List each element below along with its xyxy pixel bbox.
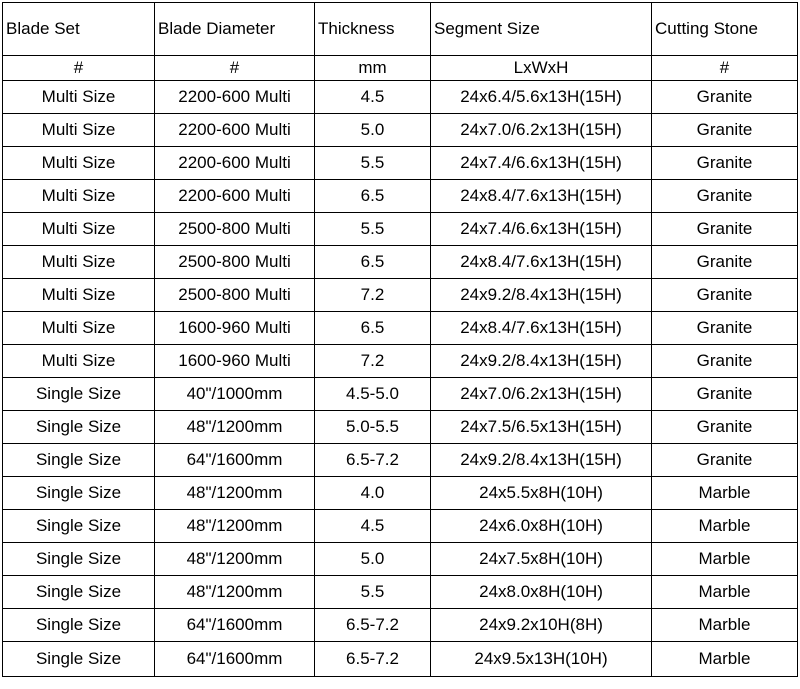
cell-blade-diameter: 48"/1200mm [155,510,315,543]
table-row [3,114,798,147]
cell-blade-diameter: 40"/1000mm [155,378,315,411]
table-row [3,444,798,477]
cell-segment-size: 24x9.2/8.4x13H(15H) [431,345,652,378]
cell-segment-size: 24x8.4/7.6x13H(15H) [431,312,652,345]
unit-cutting-stone: # [652,56,798,81]
cell-blade-set: Multi Size [3,312,155,345]
cell-blade-set: Multi Size [3,114,155,147]
cell-blade-diameter: 2200-600 Multi [155,114,315,147]
table-row [3,477,798,510]
cell-thickness: 5.0 [315,543,431,576]
cell-thickness: 4.5 [315,510,431,543]
cell-cutting-stone: Granite [652,444,798,477]
header-segment-size: Segment Size [431,3,652,56]
cell-blade-diameter: 48"/1200mm [155,477,315,510]
cell-cutting-stone: Granite [652,411,798,444]
cell-blade-set: Single Size [3,510,155,543]
cell-segment-size: 24x9.5x13H(10H) [431,642,652,677]
cell-blade-diameter: 2500-800 Multi [155,213,315,246]
cell-thickness: 5.5 [315,147,431,180]
cell-blade-diameter: 2200-600 Multi [155,147,315,180]
cell-blade-diameter: 1600-960 Multi [155,345,315,378]
cell-segment-size: 24x7.0/6.2x13H(15H) [431,378,652,411]
cell-thickness: 6.5 [315,180,431,213]
cell-blade-set: Multi Size [3,180,155,213]
cell-thickness: 6.5 [315,312,431,345]
unit-blade-diameter: # [155,56,315,81]
table-row [3,147,798,180]
cell-cutting-stone: Granite [652,312,798,345]
header-cutting-stone: Cutting Stone [652,3,798,56]
cell-blade-diameter: 64"/1600mm [155,642,315,677]
cell-thickness: 5.0 [315,114,431,147]
cell-segment-size: 24x5.5x8H(10H) [431,477,652,510]
cell-cutting-stone: Marble [652,543,798,576]
cell-cutting-stone: Marble [652,510,798,543]
cell-segment-size: 24x8.4/7.6x13H(15H) [431,246,652,279]
cell-cutting-stone: Marble [652,477,798,510]
cell-segment-size: 24x6.0x8H(10H) [431,510,652,543]
cell-cutting-stone: Granite [652,378,798,411]
table-row [3,246,798,279]
cell-segment-size: 24x7.4/6.6x13H(15H) [431,147,652,180]
cell-thickness: 7.2 [315,279,431,312]
cell-cutting-stone: Granite [652,213,798,246]
cell-thickness: 4.0 [315,477,431,510]
cell-segment-size: 24x9.2/8.4x13H(15H) [431,444,652,477]
cell-segment-size: 24x9.2/8.4x13H(15H) [431,279,652,312]
cell-segment-size: 24x7.0/6.2x13H(15H) [431,114,652,147]
cell-segment-size: 24x7.5/6.5x13H(15H) [431,411,652,444]
cell-blade-set: Single Size [3,609,155,642]
cell-blade-diameter: 2500-800 Multi [155,246,315,279]
header-row [3,3,798,56]
cell-blade-set: Multi Size [3,147,155,180]
cell-cutting-stone: Granite [652,81,798,114]
cell-blade-set: Single Size [3,477,155,510]
table-row [3,642,798,677]
unit-thickness: mm [315,56,431,81]
cell-cutting-stone: Granite [652,114,798,147]
header-blade-set: Blade Set [3,3,155,56]
table-row [3,180,798,213]
table-row [3,312,798,345]
table-row [3,213,798,246]
unit-blade-set: # [3,56,155,81]
table-row [3,279,798,312]
cell-cutting-stone: Granite [652,246,798,279]
cell-cutting-stone: Marble [652,576,798,609]
cell-thickness: 6.5-7.2 [315,444,431,477]
cell-thickness: 6.5 [315,246,431,279]
cell-cutting-stone: Granite [652,279,798,312]
cell-segment-size: 24x7.5x8H(10H) [431,543,652,576]
cell-segment-size: 24x9.2x10H(8H) [431,609,652,642]
cell-blade-diameter: 2500-800 Multi [155,279,315,312]
cell-blade-diameter: 48"/1200mm [155,411,315,444]
cell-cutting-stone: Granite [652,180,798,213]
cell-blade-set: Multi Size [3,213,155,246]
cell-thickness: 7.2 [315,345,431,378]
cell-thickness: 4.5 [315,81,431,114]
cell-cutting-stone: Marble [652,609,798,642]
cell-thickness: 6.5-7.2 [315,642,431,677]
cell-blade-diameter: 64"/1600mm [155,444,315,477]
unit-segment-size: LxWxH [431,56,652,81]
cell-blade-diameter: 2200-600 Multi [155,180,315,213]
cell-blade-diameter: 64"/1600mm [155,609,315,642]
table-row [3,345,798,378]
cell-segment-size: 24x8.0x8H(10H) [431,576,652,609]
cell-cutting-stone: Granite [652,345,798,378]
cell-blade-diameter: 48"/1200mm [155,576,315,609]
table-row [3,543,798,576]
cell-blade-diameter: 2200-600 Multi [155,81,315,114]
table-body [3,81,798,677]
cell-segment-size: 24x7.4/6.6x13H(15H) [431,213,652,246]
blade-spec-table [2,2,798,677]
cell-blade-set: Single Size [3,411,155,444]
header-blade-diameter: Blade Diameter [155,3,315,56]
cell-segment-size: 24x8.4/7.6x13H(15H) [431,180,652,213]
cell-thickness: 5.5 [315,213,431,246]
cell-thickness: 5.5 [315,576,431,609]
table-row [3,609,798,642]
cell-blade-set: Multi Size [3,81,155,114]
table-row [3,576,798,609]
cell-blade-set: Multi Size [3,279,155,312]
cell-blade-set: Multi Size [3,345,155,378]
cell-blade-set: Single Size [3,543,155,576]
cell-blade-set: Single Size [3,576,155,609]
cell-thickness: 6.5-7.2 [315,609,431,642]
cell-blade-diameter: 1600-960 Multi [155,312,315,345]
table-row [3,411,798,444]
cell-segment-size: 24x6.4/5.6x13H(15H) [431,81,652,114]
cell-cutting-stone: Marble [652,642,798,677]
cell-blade-set: Single Size [3,378,155,411]
units-row [3,56,798,81]
table-row [3,81,798,114]
table-row [3,510,798,543]
cell-cutting-stone: Granite [652,147,798,180]
cell-blade-set: Single Size [3,642,155,677]
cell-blade-diameter: 48"/1200mm [155,543,315,576]
cell-thickness: 5.0-5.5 [315,411,431,444]
table-row [3,378,798,411]
header-thickness: Thickness [315,3,431,56]
cell-blade-set: Multi Size [3,246,155,279]
cell-thickness: 4.5-5.0 [315,378,431,411]
cell-blade-set: Single Size [3,444,155,477]
